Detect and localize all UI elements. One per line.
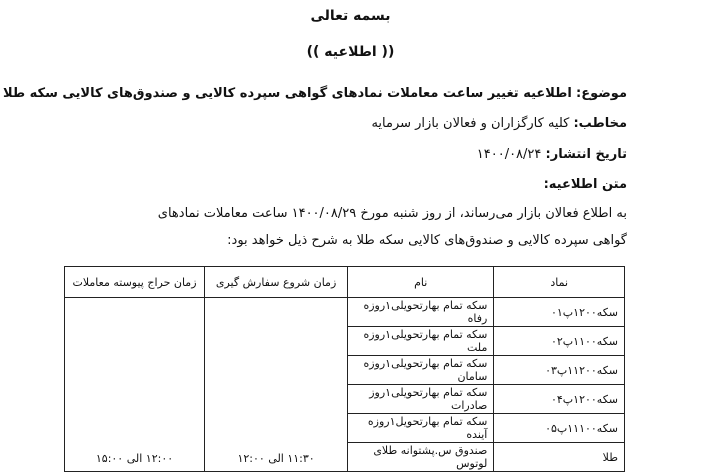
cell-symbol: طلا [494,443,625,472]
bismillah-heading: بسمه تعالی [310,8,391,24]
header-symbol: نماد [494,267,625,298]
cell-name: صندوق س.پشتوانه طلای لوتوس [348,443,494,472]
cell-name: سکه تمام بهارتحویلی۱روزه سامان [348,356,494,385]
table-header-row [65,267,625,298]
trading-hours-table [64,266,625,472]
date-label: تاریخ انتشار: [545,147,627,162]
subject-line [3,86,627,101]
audience-value: کلیه کارگزاران و فعالان بازار سرمایه [371,116,570,131]
audience-label: مخاطب: [573,116,627,131]
cell-auction-time: ۱۲:۰۰ الی ۱۵:۰۰ [65,298,205,472]
subject-value: اطلاعیه تغییر ساعت معاملات نمادهای گواهی سپرده کالایی و صندوق‌های کالایی سکه طلا [2,86,572,101]
header-order-start: زمان شروع سفارش گیری [205,267,348,298]
cell-symbol: سکه۱۲۰۰پ۰۴ [494,385,625,414]
header-auction: زمان حراج پیوسته معاملات [65,267,205,298]
cell-symbol: سکه۱۱۱۰۰پ۰۵ [494,414,625,443]
notice-title: (( اطلاعیه )) [306,44,395,60]
header-name: نام [348,267,494,298]
body-paragraph-line2: گواهی سپرده کالایی و صندوق‌های کالایی سکه طلا به شرح ذیل خواهد بود: [227,233,627,248]
body-label: متن اطلاعیه: [543,177,627,192]
cell-symbol: سکه۱۲۰۰پ۰۱ [494,298,625,327]
cell-symbol: سکه۱۱۰۰پ۰۲ [494,327,625,356]
cell-name: سکه تمام بهارتحویل۱روزه آینده [348,414,494,443]
subject-label: موضوع: [576,86,627,101]
cell-name: سکه تمام بهارتحویلی۱روزه رفاه [348,298,494,327]
table-row [65,298,625,327]
date-line [477,147,627,162]
cell-name: سکه تمام بهارتحویلی۱روزه ملت [348,327,494,356]
cell-order-start-time: ۱۱:۳۰ الی ۱۲:۰۰ [205,298,348,472]
audience-line [371,116,627,131]
cell-symbol: سکه۱۱۲۰۰پ۰۳ [494,356,625,385]
cell-name: سکه تمام بهارتحویلی۱روز صادرات [348,385,494,414]
date-value: ۱۴۰۰/۰۸/۲۴ [476,147,542,162]
body-paragraph-line1: به اطلاع فعالان بازار می‌رساند، از روز شنبه مورخ ۱۴۰۰/۰۸/۲۹ ساعت معاملات نمادهای [157,206,627,221]
